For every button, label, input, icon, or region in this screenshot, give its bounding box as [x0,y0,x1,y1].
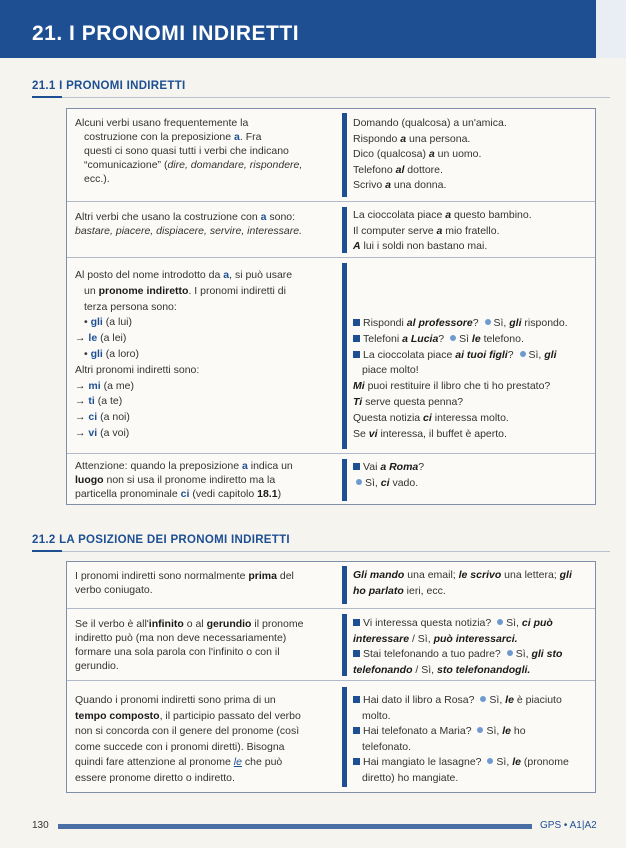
dot-icon [480,696,486,702]
square-bullet-icon [353,696,360,703]
example-text: La cioccolata piace a questo bambino. Il computer serve a mio fratello. A lui i soldi non bastano mai. [353,209,532,252]
dot-icon [477,727,483,733]
rule-text: Alcuni verbi usano frequentemente la costruzione con la preposizione a. Fra questi ci sono quasi tutti i verbi che indicano “comunicazione” (dire, domandare, rispondere, ecc.). [75,117,303,185]
dot-icon [497,619,503,625]
section-2-rule [32,551,610,552]
divider-bar [342,207,347,253]
table-row [67,109,595,201]
rule-text: I pronomi indiretti sono normalmente prima del verbo coniugato. [75,570,294,596]
section-2-table [66,561,596,793]
dot-icon [520,351,526,357]
dot-icon [450,335,456,341]
square-bullet-icon [353,463,360,470]
dot-icon [356,479,362,485]
divider-bar [342,459,347,501]
table-row [67,562,595,608]
divider-bar [342,614,347,676]
table-row [67,608,595,680]
example-text: Vi interessa questa notizia? Sì, ci può interessare / Sì, può interessarci. Stai telefonando a tuo padre? Sì, gli sto telefonando / Sì, sto telefonandogli. [353,617,563,676]
section-1-title: 21.1 I PRONOMI INDIRETTI [32,80,186,92]
rule-text: Se il verbo è all'infinito o al gerundio il pronome indiretto può (ma non deve necessariamente) formare una sola parola con l'infinito o con il gerundio. [75,618,304,672]
section-2-rule-accent [32,550,62,552]
section-1-rule [32,97,610,98]
table-row [67,257,595,453]
example-text: Domando (qualcosa) a un'amica. Rispondo a una persona. Dico (qualcosa) a un uomo. Telefono al dottore. Scrivo a una donna. [353,117,507,191]
section-1-table [66,108,596,505]
table-row [67,680,595,792]
example-text: Gli mando una email; le scrivo una lettera; gli ho parlato ieri, ecc. [353,569,572,597]
divider-bar [342,113,347,197]
square-bullet-icon [353,351,360,358]
table-row [67,201,595,257]
example-text: Vai a Roma? Sì, ci vado. [353,460,593,491]
square-bullet-icon [353,727,360,734]
square-bullet-icon [353,319,360,326]
rule-text: Altri verbi che usano la costruzione con a sono: bastare, piacere, dispiacere, servire, interessare. [75,211,303,237]
rule-text: Al posto del nome introdotto da a, si può usare un pronome indiretto. I pronomi indiretti di terza persona sono: • gli (a lui) → le (a lei) • gli (a loro) Altri pronomi indiretti sono: → mi (a me) → ti (a te) → ci (a noi) → vi (a voi) [75,269,293,439]
chapter-title: 21. I PRONOMI INDIRETTI [32,22,300,45]
footer-series: GPS • A1|A2 [540,820,597,831]
page-number: 130 [32,820,49,831]
square-bullet-icon [353,650,360,657]
page-corner [596,0,626,58]
rule-text: Attenzione: quando la preposizione a indica un luogo non si usa il pronome indiretto ma la particella pronominale ci (vedi capitolo 18.1) [75,460,293,500]
chapter-banner [0,0,626,58]
square-bullet-icon [353,335,360,342]
section-2-title: 21.2 LA POSIZIONE DEI PRONOMI INDIRETTI [32,534,290,546]
dot-icon [487,758,493,764]
dot-icon [485,319,491,325]
divider-bar [342,263,347,449]
square-bullet-icon [353,619,360,626]
section-1-rule-accent [32,96,62,98]
rule-text: Quando i pronomi indiretti sono prima di un tempo composto, il participio passato del verbo non si concorda con il genere del pronome (così come succede con i pronomi diretti). Bisogna quindi fare attenzione al pronome le che può essere pronome diretto o indiretto. [75,694,301,784]
example-text: Rispondi al professore? Sì, gli rispondo. Telefoni a Lucia? Sì le telefono. La cioccolata piace ai tuoi figli? Sì, gli piace molto! Mi puoi restituire il libro che ti ho prestato? Ti serve questa penna? Questa notizia ci interessa molto. Se vi interessa, il buffet è aperto. [353,317,568,440]
footer-bar [58,824,532,829]
table-row [67,453,595,505]
divider-bar [342,687,347,787]
divider-bar [342,566,347,604]
square-bullet-icon [353,758,360,765]
example-text: Hai dato il libro a Rosa? Sì, le è piaciuto molto. Hai telefonato a Maria? Sì, le ho telefonato. Hai mangiato le lasagne? Sì, le (pronome diretto) ho mangiate. [353,693,593,786]
dot-icon [507,650,513,656]
